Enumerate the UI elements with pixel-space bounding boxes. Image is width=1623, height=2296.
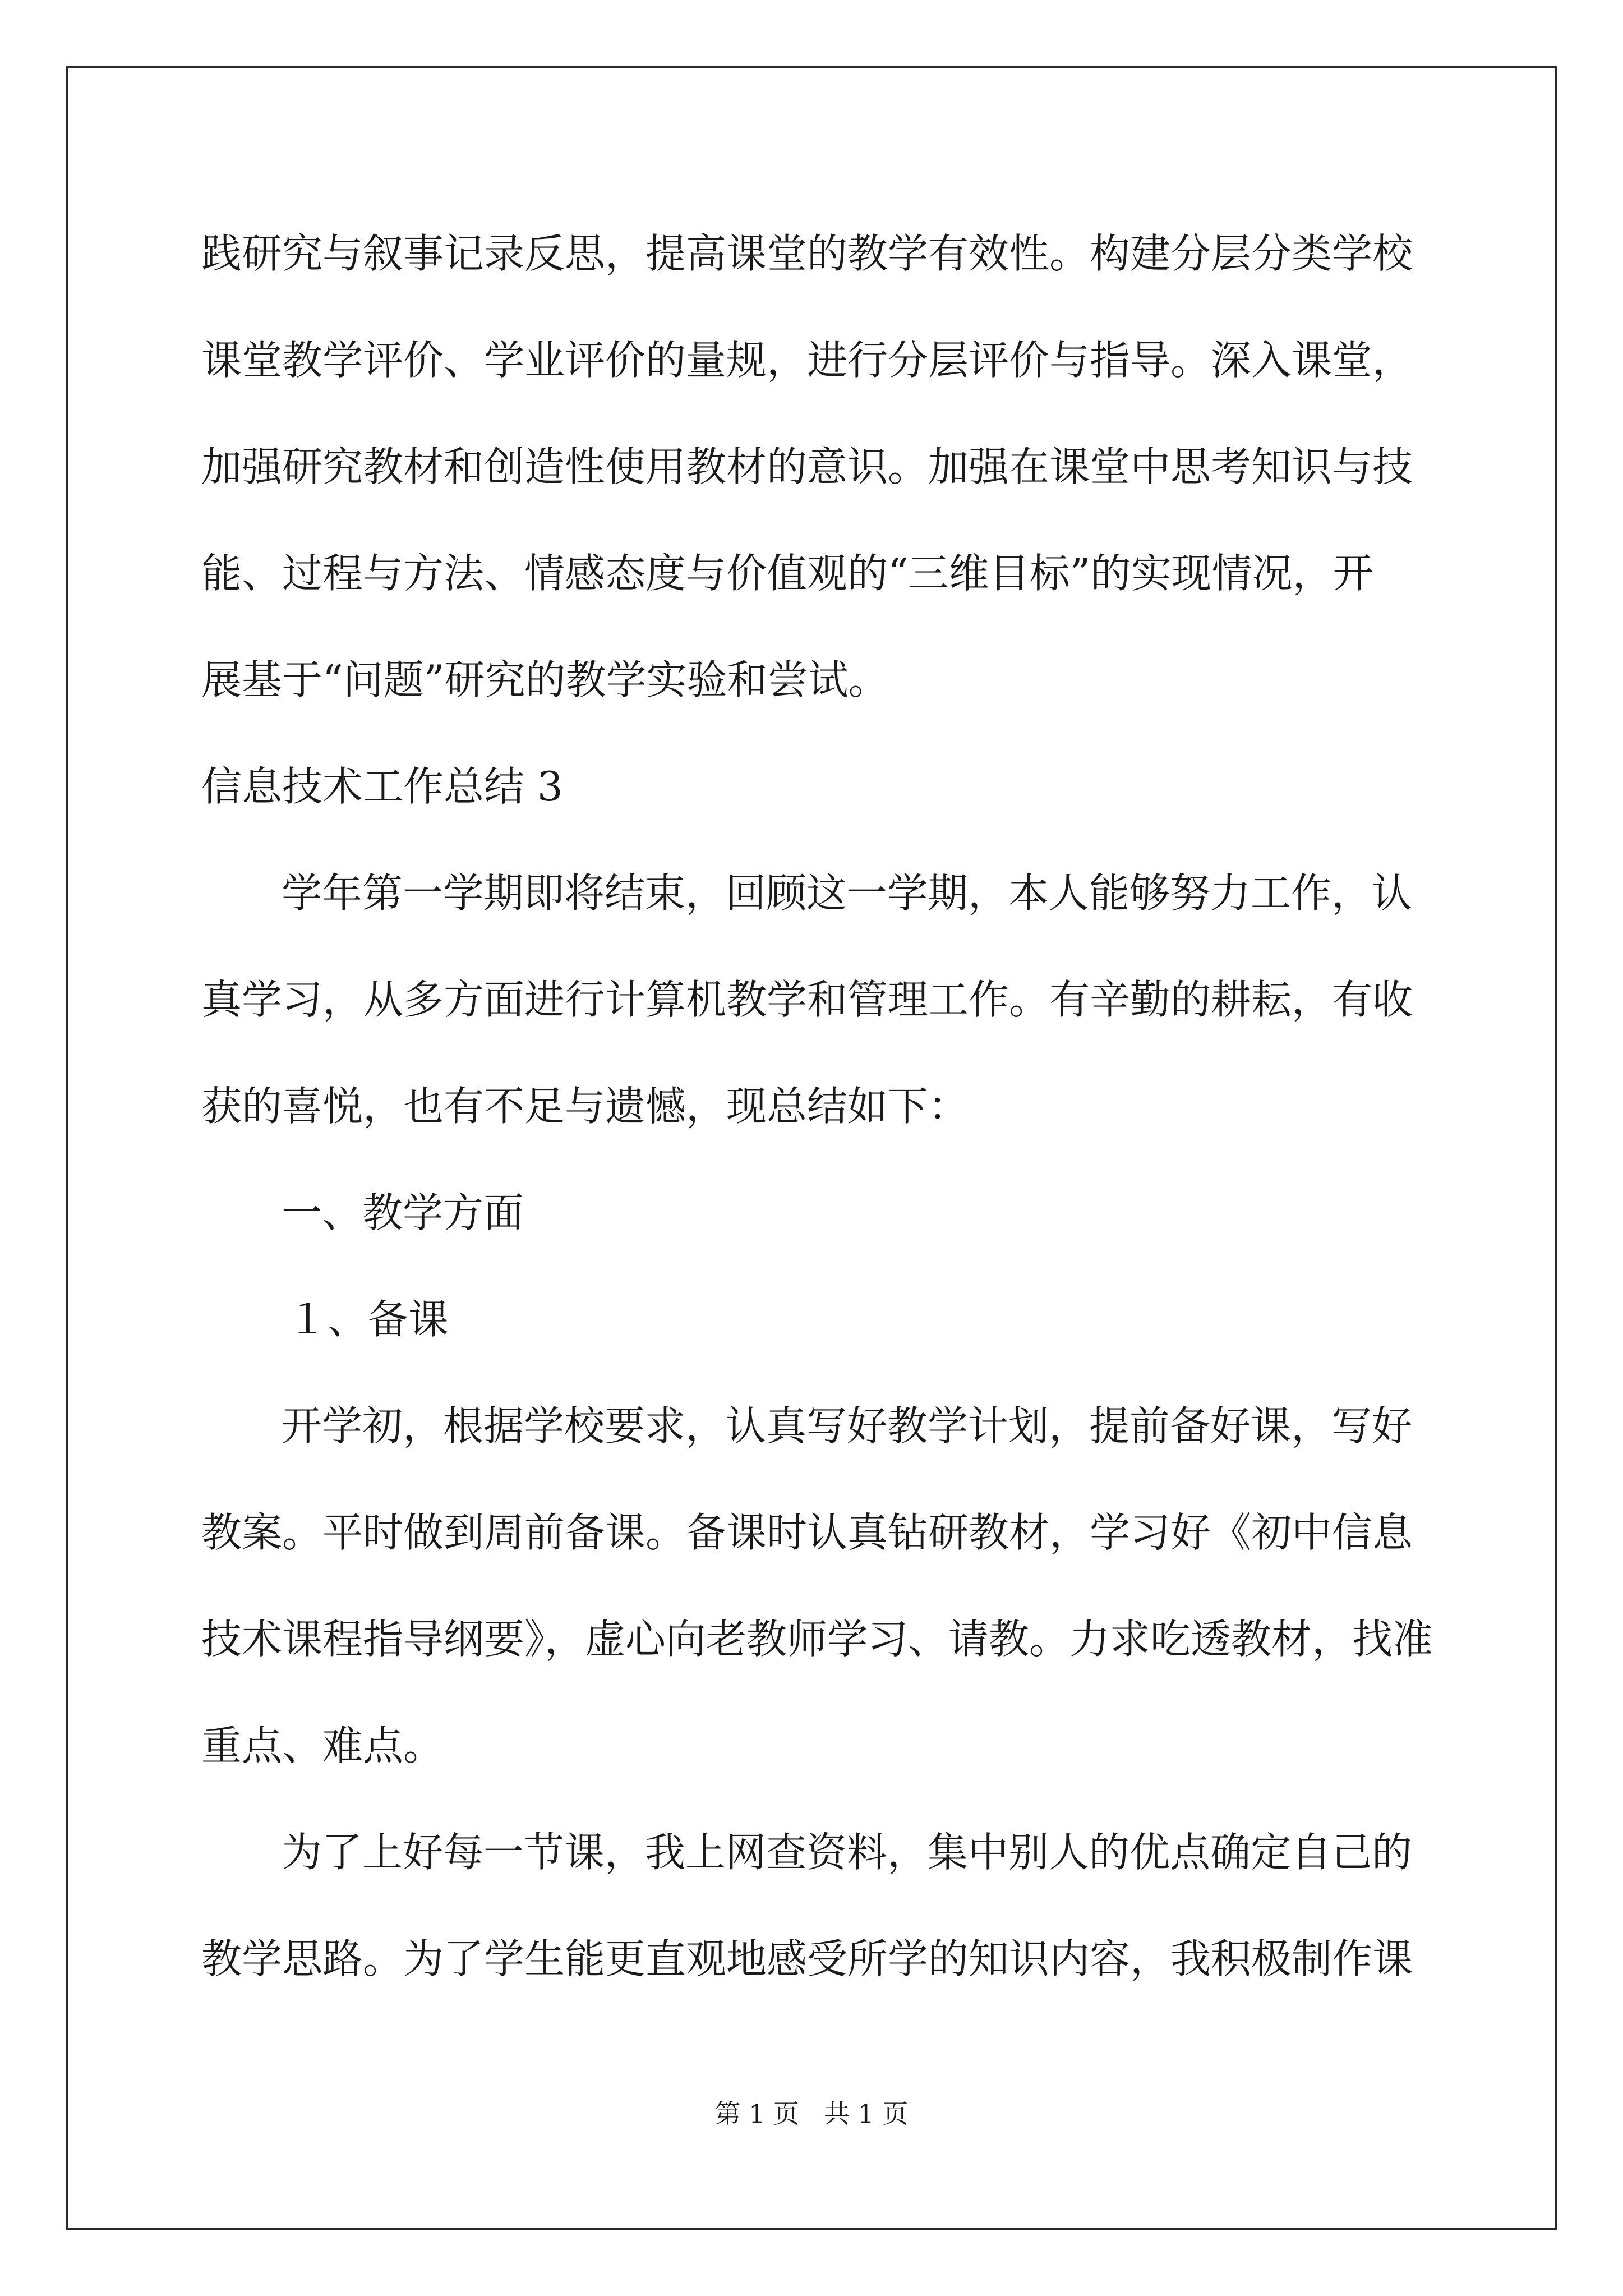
text-line-3: 加强研究教材和创造性使用教材的意识。加强在课堂中思考知识与技	[201, 443, 1413, 490]
text-line-12: 开学初，根据学校要求，认真写好教学计划，提前备好课，写好	[282, 1402, 1413, 1450]
section-title: 信息技术工作总结 3	[201, 763, 563, 810]
text-line-1: 践研究与叙事记录反思，提高课堂的教学有效性。构建分层分类学校	[201, 230, 1413, 277]
text-line-2: 课堂教学评价、学业评价的量规，进行分层评价与指导。深入课堂，	[201, 337, 1413, 384]
text-line-5: 展基于“问题”研究的教学实验和尝试。	[201, 656, 889, 703]
page-footer	[0, 2097, 1623, 2131]
text-line-15: 重点、难点。	[201, 1722, 444, 1769]
text-line-17: 教学思路。为了学生能更直观地感受所学的知识内容，我积极制作课	[201, 1935, 1413, 1982]
text-line-7: 学年第一学期即将结束，回顾这一学期，本人能够努力工作，认	[282, 869, 1413, 917]
text-line-9: 获的喜悦，也有不足与遗憾，现总结如下：	[201, 1083, 969, 1130]
text-line-8: 真学习，从多方面进行计算机教学和管理工作。有辛勤的耕耘，有收	[201, 976, 1413, 1023]
text-line-14: 技术课程指导纲要》，虚心向老教师学习、请教。力求吃透教材，找准	[201, 1616, 1433, 1663]
subheading-lesson-prep: １、备课	[287, 1296, 449, 1343]
text-line-4: 能、过程与方法、情感态度与价值观的“三维目标”的实现情况，开	[201, 550, 1373, 597]
text-line-16: 为了上好每一节课，我上网查资料，集中别人的优点确定自己的	[282, 1829, 1413, 1876]
page-border	[66, 66, 1557, 2230]
heading-teaching: 一、教学方面	[282, 1189, 524, 1236]
text-line-13: 教案。平时做到周前备课。备课时认真钻研教材，学习好《初中信息	[201, 1509, 1413, 1556]
page-number: 第 1 页	[714, 2099, 800, 2129]
page-count: 共 1 页	[823, 2099, 909, 2129]
